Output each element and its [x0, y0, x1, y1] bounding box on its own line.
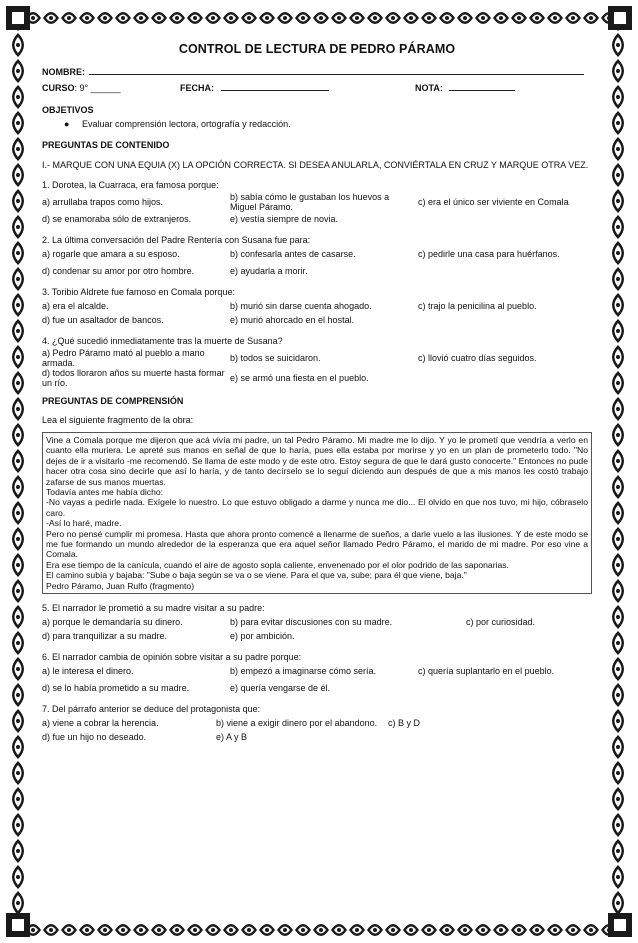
option-e[interactable]: e) quería vengarse de él. — [230, 682, 331, 693]
objective-item — [64, 119, 592, 130]
option-b[interactable]: b) viene a exigir dinero por el abandono. — [216, 718, 378, 729]
fecha-label: FECHA: — [180, 83, 214, 93]
option-b[interactable]: b) para evitar discusiones con su madre. — [230, 616, 393, 627]
passage-paragraph: -Así lo haré, madre. — [46, 518, 122, 529]
passage-paragraph: Era ese tiempo de la canícula, cuando el aire de agosto sopla caliente, envenenado por el olor podrido de las saponarias. — [46, 559, 509, 570]
curso-row — [42, 81, 592, 97]
question-2 — [42, 235, 592, 278]
reading-passage — [42, 432, 592, 594]
fecha-field[interactable] — [221, 81, 329, 91]
option-e[interactable]: e) A y B — [216, 731, 248, 742]
option-e[interactable]: e) vestía siempre de novia. — [230, 213, 339, 224]
passage-paragraph: -No vayas a pedirle nada. Exígele lo nuestro. Lo que estuvo obligado a darme y nunca me dio... El olvido en que nos tuvo, mi hijo, cóbraselo caro. — [46, 497, 588, 518]
option-d[interactable]: d) se lo había prometido a su madre. — [42, 682, 190, 693]
option-b[interactable]: b) todos se suicidaron. — [230, 352, 321, 363]
nota-label: NOTA: — [415, 83, 443, 93]
option-a[interactable]: a) porque le demandaría su dinero. — [42, 616, 183, 627]
curso-label: CURSO — [42, 83, 75, 93]
border-left — [6, 30, 30, 913]
option-c[interactable]: c) por curiosidad. — [466, 616, 536, 627]
passage-paragraph: El camino subía y bajaba: "Sube o baja según se va o se viene. Para el que va, sube; para él que viene, baja." — [46, 570, 467, 581]
question-3 — [42, 287, 592, 327]
nombre-field[interactable] — [89, 65, 584, 75]
question-text: 5. El narrador le prometió a su madre visitar a su padre: — [42, 603, 265, 614]
question-text: 6. El narrador cambia de opinión sobre visitar a su padre porque: — [42, 652, 302, 663]
option-e[interactable]: e) se armó una fiesta en el pueblo. — [230, 372, 369, 383]
question-text: 7. Del párrafo anterior se deduce del protagonista que: — [42, 704, 261, 715]
border-top — [28, 6, 610, 30]
question-text: 1. Dorotea, la Cuarraca, era famosa porque: — [42, 180, 219, 190]
objective-text: Evaluar comprensión lectora, ortografía y redacción. — [82, 119, 291, 129]
option-b[interactable]: b) confesarla antes de casarse. — [230, 248, 356, 259]
option-a[interactable]: a) viene a cobrar la herencia. — [42, 717, 159, 728]
option-d[interactable]: d) fue un asaltador de bancos. — [42, 314, 164, 325]
option-c[interactable]: c) pedirle una casa para huérfanos. — [418, 248, 560, 259]
option-a[interactable]: a) rogarle que amara a su esposo. — [42, 248, 180, 259]
option-c[interactable]: c) quería suplantarlo en el pueblo. — [418, 665, 555, 676]
worksheet-content — [42, 42, 592, 744]
page-title: CONTROL DE LECTURA DE PEDRO PÁRAMO — [178, 42, 456, 56]
option-e[interactable]: e) por ambición. — [230, 630, 295, 641]
option-c[interactable]: c) era el único ser viviente en Comala — [418, 196, 569, 207]
objetivos-heading: OBJETIVOS — [42, 105, 94, 115]
option-d[interactable]: d) todos lloraron años su muerte hasta formar un río. — [42, 368, 225, 388]
option-a[interactable]: a) Pedro Páramo mató al pueblo a mano armada. — [42, 348, 205, 368]
border-bottom — [28, 913, 610, 937]
option-e[interactable]: e) murió ahorcado en el hostal. — [230, 314, 355, 325]
question-4 — [42, 336, 592, 388]
option-c[interactable]: c) llovió cuatro días seguidos. — [418, 352, 537, 363]
question-text: 2. La última conversación del Padre Rentería con Susana fue para: — [42, 235, 311, 245]
option-e[interactable]: e) ayudarla a morir. — [230, 265, 308, 276]
comprension-heading: PREGUNTAS DE COMPRENSIÓN — [42, 396, 184, 406]
passage-paragraph: Vine a Comala porque me dijeron que acá vivía mi padre, un tal Pedro Páramo. Mi madre me lo dijo. Y yo le prometí que vendría a verlo en cuanto ella muriera. Le apreté sus manos en señal de que lo haría, pues ella estaba por morirse y yo en un plan de prometerlo todo. "No dejes de ir a visitarlo -me recomendó. Se llama de este modo y de este otro. Estoy segura de que le dará gusto conocerte." Entonces no pude hacer otra cosa sino decirle que así lo haría, y de tanto decírselo se lo seguí diciendo aun después de que a mis manos les costó trabajo zafarse de sus manos muertas. — [46, 435, 588, 487]
question-5 — [42, 603, 592, 643]
curso-field[interactable]: : 9° ______ — [74, 83, 121, 93]
option-b[interactable]: b) murió sin darse cuenta ahogado. — [230, 300, 372, 311]
bullet-icon: ● — [64, 119, 70, 129]
question-text: 3. Toribio Aldrete fue famoso en Comala porque: — [42, 287, 235, 297]
question-7 — [42, 704, 592, 744]
option-d[interactable]: d) para tranquilizar a su madre. — [42, 630, 168, 641]
option-b[interactable]: b) empezó a imaginarse cómo sería. — [230, 665, 377, 676]
question-6 — [42, 652, 592, 695]
option-c[interactable]: c) trajo la penicilina al pueblo. — [418, 300, 537, 311]
option-c[interactable]: c) B y D — [388, 717, 421, 728]
option-b[interactable]: b) sabía cómo le gustaban los huevos a Miguel Páramo. — [230, 192, 390, 212]
contenido-heading: PREGUNTAS DE CONTENIDO — [42, 140, 170, 150]
passage-paragraph: Pero no pensé cumplir mi promesa. Hasta que ahora pronto comencé a llenarme de sueños, a darle vuelo a las ilusiones. Y de este modo se me fue formando un mundo alrededor de la esperanza que era aquel señor llamado Pedro Páramo, el marido de mi madre. Por eso vine a Comala. — [46, 528, 588, 560]
nota-field[interactable] — [449, 81, 515, 91]
option-d[interactable]: d) fue un hijo no deseado. — [42, 731, 147, 742]
option-d[interactable]: d) condenar su amor por otro hombre. — [42, 265, 195, 276]
instruction-text: I.- MARQUE CON UNA EQUIA (X) LA OPCIÓN CORRECTA. SI DESEA ANULARLA, CONVIÉRTALA EN CRUZ Y MARQUE OTRA VEZ. — [42, 160, 589, 170]
option-a[interactable]: a) era el alcalde. — [42, 300, 109, 311]
passage-source: Pedro Páramo, Juan Rulfo (fragmento) — [46, 580, 195, 591]
passage-paragraph: Todavía antes me había dicho: — [46, 487, 164, 498]
nombre-label: NOMBRE: — [42, 67, 85, 77]
question-text: 4. ¿Qué sucedió inmediatamente tras la muerte de Susana? — [42, 336, 283, 346]
border-right — [608, 30, 632, 913]
nombre-row — [42, 65, 592, 81]
question-1 — [42, 180, 592, 226]
option-a[interactable]: a) arrullaba trapos como hijos. — [42, 196, 164, 207]
option-d[interactable]: d) se enamoraba sólo de extranjeros. — [42, 213, 192, 224]
comprension-intro: Lea el siguiente fragmento de la obra: — [42, 415, 194, 425]
option-a[interactable]: a) le interesa el dinero. — [42, 665, 134, 676]
